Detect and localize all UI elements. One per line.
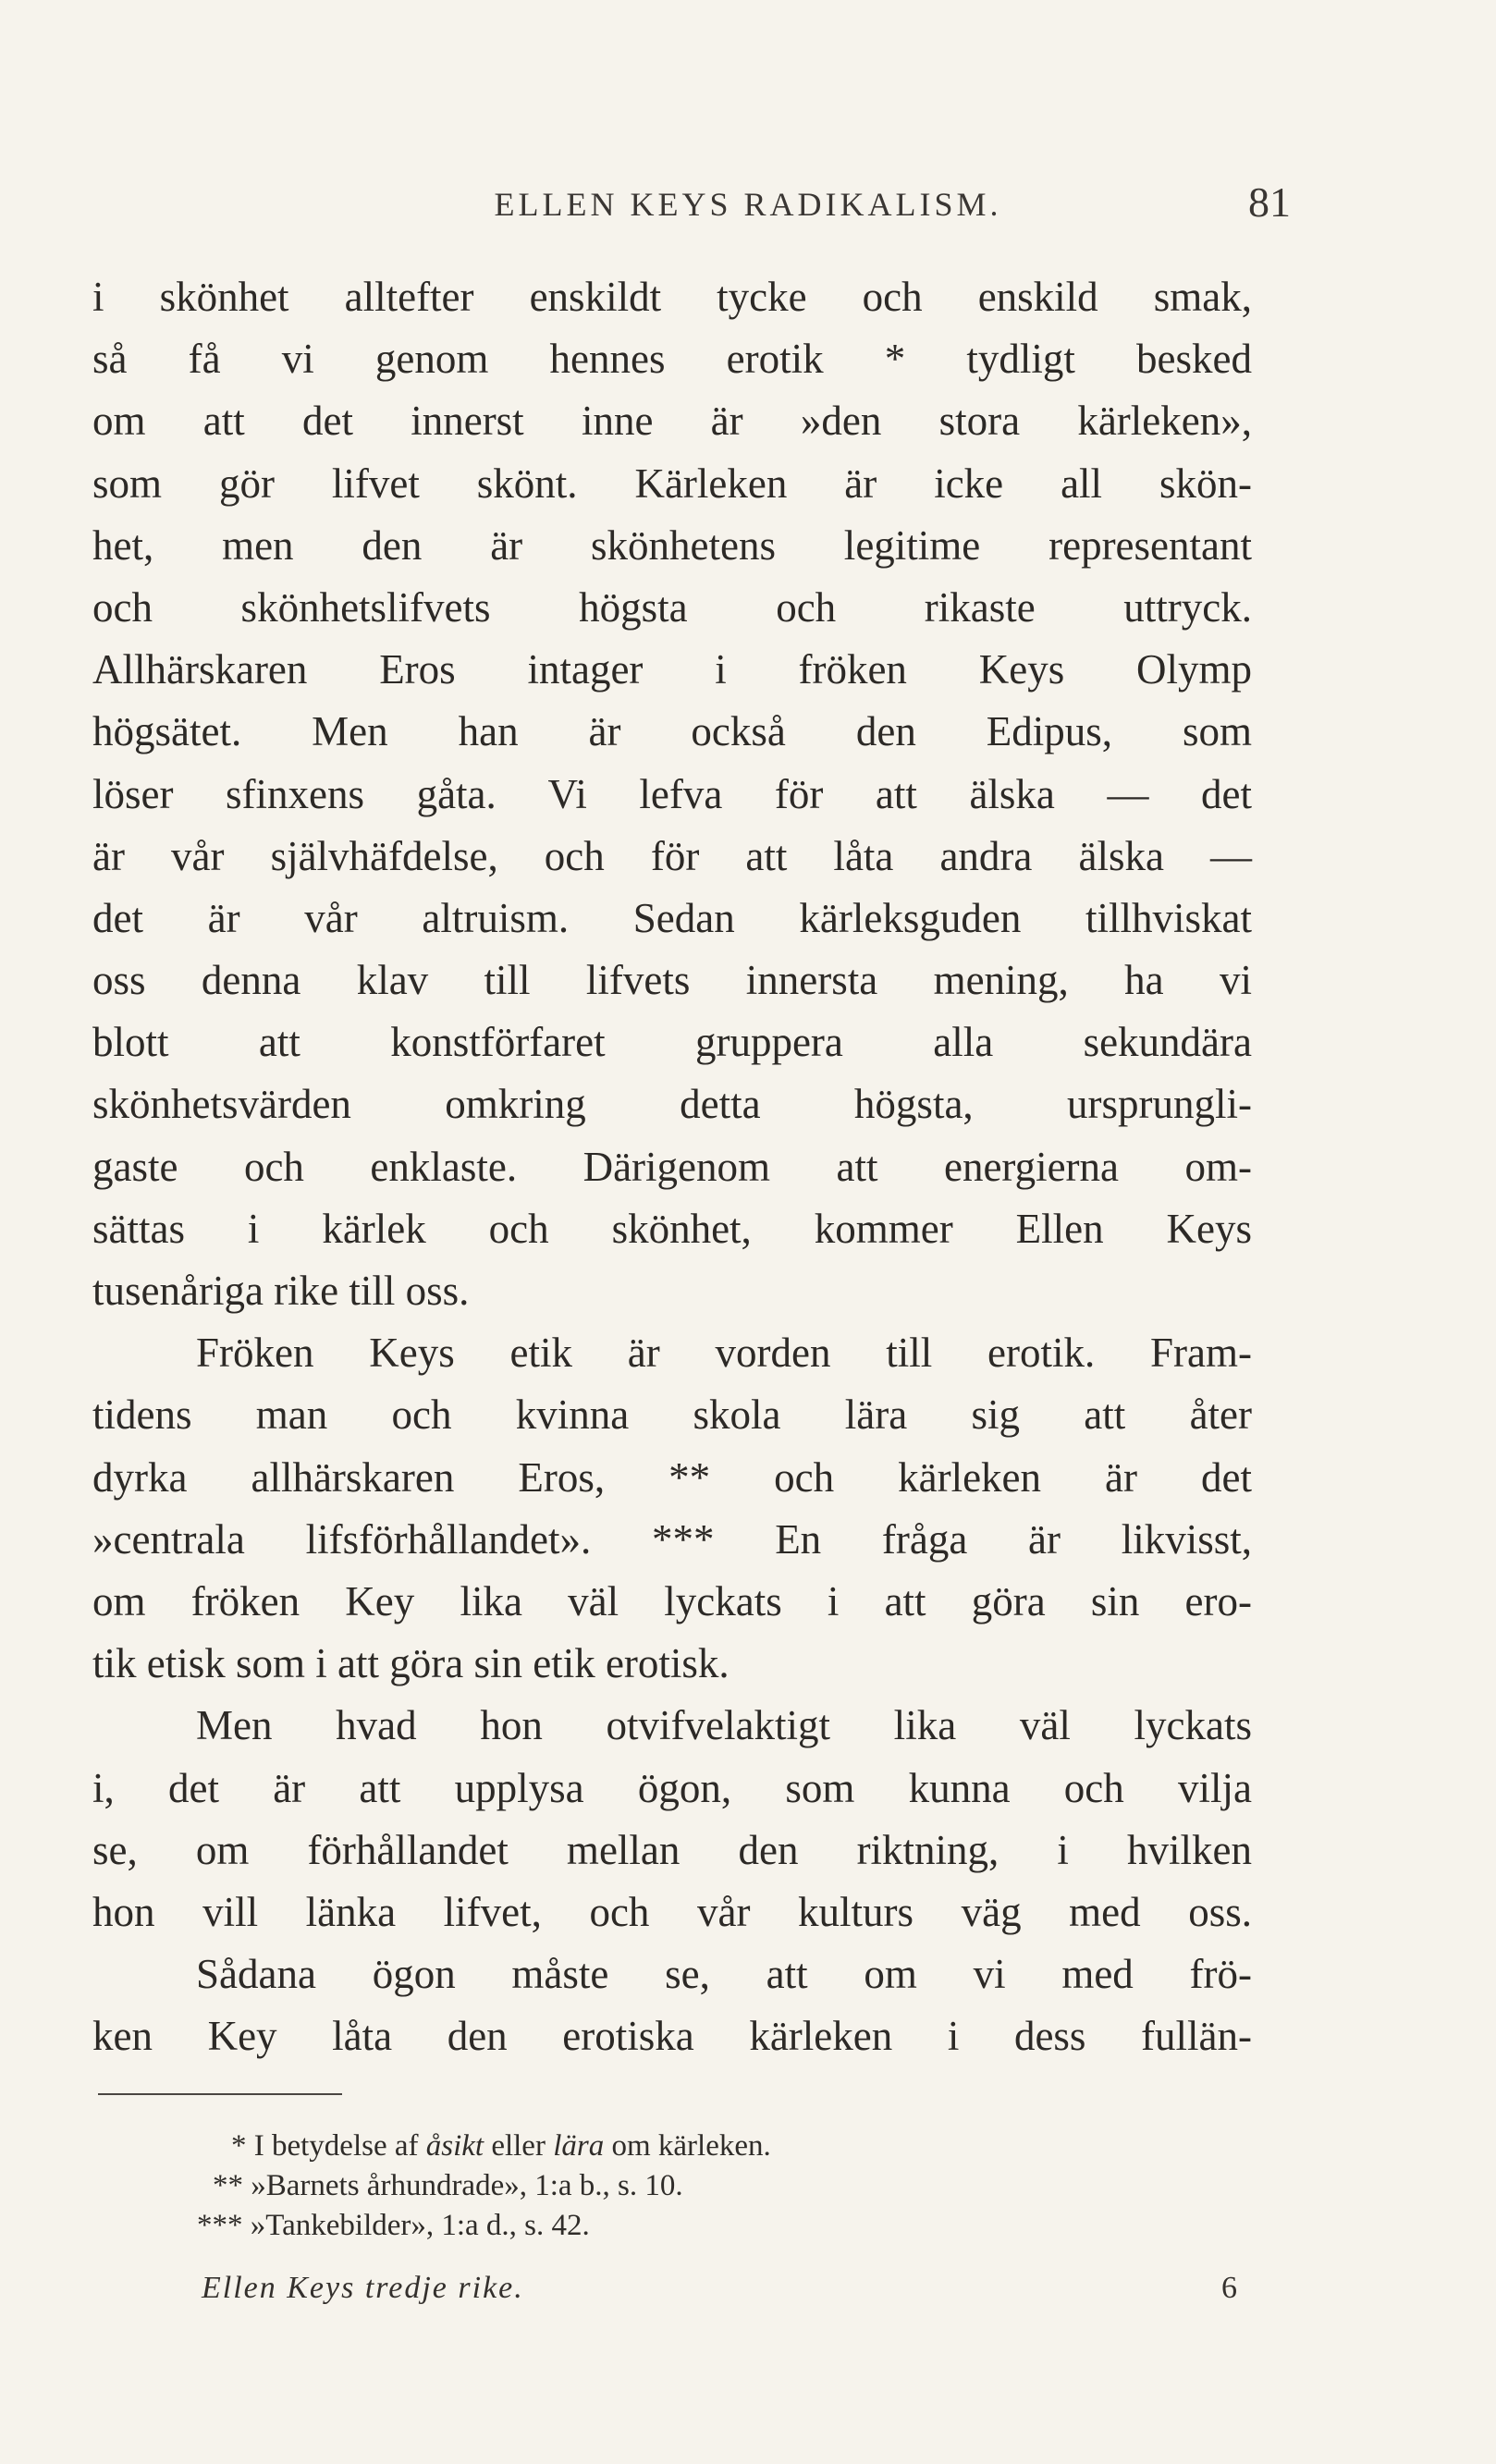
footnote [92,2127,1252,2166]
body-text [92,266,1252,2067]
text-line: om att det innerst inne är »den stora kärleken», [92,398,1252,445]
running-title: ELLEN KEYS RADIKALISM. [494,186,1002,223]
text-line: blott att konstförfaret gruppera alla sekundära [92,1019,1252,1066]
text-line: löser sfinxens gåta. Vi lefva för att älska — det [92,770,1252,817]
text-line: skönhetsvärden omkring detta högsta, ursprungli- [92,1081,1252,1128]
footnote-rule [98,2093,342,2095]
text-line: Allhärskaren Eros intager i fröken Keys Olymp [92,646,1252,693]
text-line: om fröken Key lika väl lyckats i att göra sin ero- [92,1577,1252,1624]
text-line: och skönhetslifvets högsta och rikaste uttryck. [92,583,1252,631]
page-number: 81 [1248,178,1291,226]
text-line: i, det är att upplysa ögon, som kunna och vilja [92,1764,1252,1811]
text-line: tusenåriga rike till oss. [92,1268,470,1314]
footnote-mark: ** [213,2169,243,2202]
signature-line [0,2271,1496,2317]
text-line: tidens man och kvinna skola lära sig att åter [92,1391,1252,1439]
footnote-mark: *** [197,2209,243,2242]
footnote-italic: lära [553,2129,605,2163]
footnote-text: eller [491,2129,546,2163]
footnote [92,2206,1252,2246]
footnote-text: om kärleken. [611,2129,771,2163]
running-head [0,178,1496,233]
text-line: hon vill länka lifvet, och vår kulturs väg med oss. [92,1888,1252,1935]
text-line: ken Key låta den erotiska kärleken i dess fullän- [92,2013,1252,2060]
text-line: gaste och enklaste. Därigenom att energierna om- [92,1143,1252,1190]
footnote-text: »Barnets århundrade», 1:a b., s. 10. [251,2169,683,2202]
paragraph-start: Men hvad hon otvifvelaktigt lika väl lyckats [196,1702,1252,1749]
text-line: tik etisk som i att göra sin etik erotisk. [92,1640,730,1687]
footnote [92,2166,1252,2206]
text-line: se, om förhållandet mellan den riktning, i hvilken [92,1826,1252,1873]
footnote-italic: åsikt [425,2129,484,2163]
text-line: i skönhet alltefter enskildt tycke och enskild smak, [92,274,1252,320]
text-line: sättas i kärlek och skönhet, kommer Ellen Keys [92,1205,1252,1252]
text-line: dyrka allhärskaren Eros, ** och kärleken är det [92,1453,1252,1501]
footnote-text: I betydelse af [253,2129,419,2163]
footnote-mark: * [231,2129,247,2163]
text-line: het, men den är skönhetens legitime representant [92,521,1252,569]
paragraph-start: Sådana ögon måste se, att om vi med frö- [196,1951,1252,1998]
signature-number: 6 [1221,2271,1237,2305]
footnotes [92,2127,1252,2246]
text-line: »centrala lifsförhållandet». *** En fråga är likvisst, [92,1515,1252,1563]
text-line: är vår självhäfdelse, och för att låta andra älska — [92,832,1252,879]
signature-title: Ellen Keys tredje rike. [202,2271,524,2305]
text-line: det är vår altruism. Sedan kärleksguden tillhviskat [92,894,1252,941]
text-line: så få vi genom hennes erotik * tydligt besked [92,336,1252,383]
text-line: som gör lifvet skönt. Kärleken är icke all skön- [92,460,1252,507]
paragraph-start: Fröken Keys etik är vorden till erotik. Fram- [196,1330,1252,1377]
footnote-text: »Tankebilder», 1:a d., s. 42. [250,2209,590,2242]
text-line: oss denna klav till lifvets innersta mening, ha vi [92,957,1252,1004]
text-line: högsätet. Men han är också den Edipus, som [92,708,1252,755]
